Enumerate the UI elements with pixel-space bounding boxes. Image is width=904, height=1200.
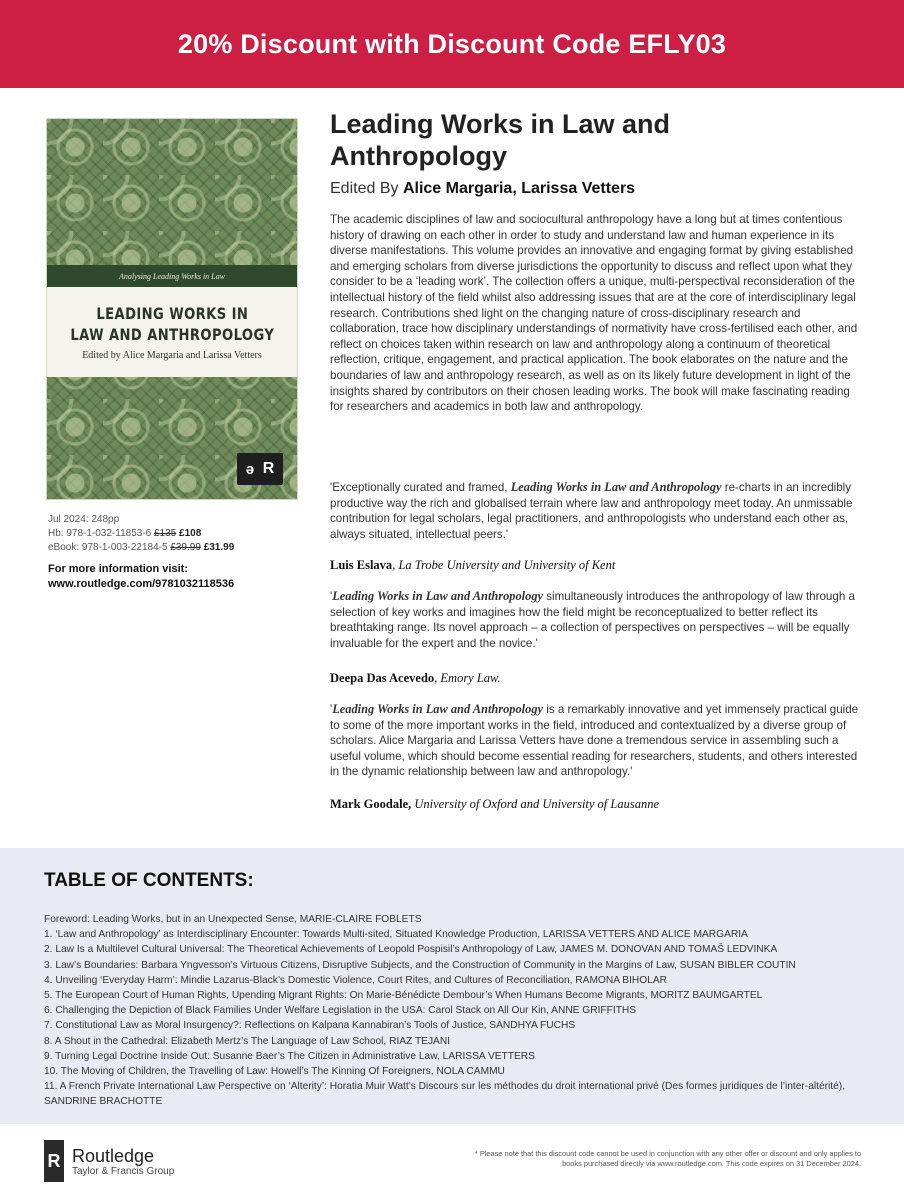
toc-list <box>44 912 870 1110</box>
review-quote-2 <box>330 589 866 651</box>
review-1-text: re-charts in an incredibly productive way the rich and globalised terrain where law and anthropology meet today. An unmissable contribution for legal scholars, legal practitioners, and anthropologists who understand each other as, always situated, intellectual peers.' <box>330 481 853 541</box>
cover-title <box>70 303 274 345</box>
toc-item: 2. Law Is a Multilevel Cultural Universal: The Theoretical Achievements of Leopold Pospisil’s Anthropology of Law, JAMES M. DONOVAN AND TOMAŠ LEDVINKA <box>44 944 778 956</box>
hardback-new-price: £108 <box>179 528 202 539</box>
open-access-routledge-logo <box>237 453 283 485</box>
toc-item: 6. Challenging the Depiction of Black Families Under Welfare Legislation in the USA: Carol Stack on All Our Kin, ANNE GRIFFITHS <box>44 1005 637 1017</box>
review-3-affiliation: University of Oxford and University of Lausanne <box>411 797 660 811</box>
review-1-author: Luis Eslava <box>330 558 393 572</box>
review-1-pre: 'Exceptionally curated and framed, <box>330 481 511 494</box>
hardback-isbn: Hb: 978-1-032-11853-6 <box>48 528 152 539</box>
review-2-affiliation: , Emory Law. <box>434 671 501 685</box>
review-2-author: Deepa Das Acevedo <box>330 671 435 685</box>
toc-item: 7. Constitutional Law as Moral Insurgency?: Reflections on Kalpana Kannabiran’s Tools of Justice, SANDHYA FUCHS <box>44 1020 576 1032</box>
review-1-attribution <box>330 558 870 573</box>
review-3-text: is a remarkably innovative and yet immensely practical guide to some of the more important works in the field, introduced and contextualized by a diverse group of scholars. Alice Margaria and Larissa Vetters have done a tremendous service in assembling such a useful volume, which should become essential reading for researchers, students, and others interested in the dynamic relationship between law and anthropology.' <box>330 703 859 779</box>
edited-by-line <box>330 180 635 198</box>
review-2-text: simultaneously introduces the anthropology of law through a selection of key works and imagines how the field might be reconceptualized to better reflect its breathtaking range. Its novel approach – a collection of perspectives on perspectives – will be equally invaluable for the expert and the novice.' <box>330 590 855 650</box>
cover-title-line1: LEADING WORKS IN <box>96 304 248 323</box>
cover-editors: Edited by Alice Margaria and Larissa Vetters <box>82 350 262 361</box>
ebook-new-price: £31.99 <box>203 542 235 553</box>
ebook-isbn: eBook: 978-1-003-22184-5 <box>48 542 168 553</box>
ebook-old-price: £39.99 <box>170 542 201 553</box>
routledge-logo <box>44 1140 174 1182</box>
toc-item: 11. A French Private International Law Perspective on ‘Alterity’: Horatia Muir Watt’s Discours sur les méthodes du droit international privé (Des formes juridiques de l’inter-altérité), SANDRINE BRACHOTTE <box>44 1081 846 1108</box>
cover-title-line2: LAW AND ANTHROPOLOGY <box>70 325 274 344</box>
toc-item: 9. Turning Legal Doctrine Inside Out: Susanne Baer’s The Citizen in Administrative Law, LARISSA VETTERS <box>44 1050 535 1062</box>
review-3-author: Mark Goodale, <box>330 797 412 811</box>
open-access-icon: ə <box>245 460 255 478</box>
toc-heading: TABLE OF CONTENTS: <box>44 870 254 891</box>
ebook-price-line <box>48 541 308 555</box>
routledge-r-icon: R <box>262 460 275 477</box>
review-quote-1 <box>330 480 866 542</box>
cover-series-text: Analysing Leading Works in Law <box>119 271 225 281</box>
hardback-old-price: £135 <box>154 528 177 539</box>
book-info <box>48 513 308 555</box>
book-cover-image <box>46 118 298 500</box>
hardback-price-line <box>48 527 308 541</box>
review-1-book-title: Leading Works in Law and Anthropology <box>510 480 722 494</box>
review-quote-3 <box>330 702 866 780</box>
book-title-line2: Anthropology <box>330 141 507 171</box>
toc-item: 10. The Moving of Children, the Travelling of Law: Howell’s The Kinning Of Foreigners, NOLA CAMMU <box>44 1066 505 1078</box>
cover-series-band <box>47 265 297 287</box>
more-info-link[interactable]: www.routledge.com/9781032118536 <box>48 578 235 590</box>
routledge-mark-icon: R <box>44 1140 64 1182</box>
book-description: The academic disciplines of law and sociocultural anthropology have a long but at times contentious history of drawing on each other in order to study and understand law and human experience in its diverse manifestations. This volume provides an innovative and engaging format by giving established and emerging scholars from diverse jurisdictions the opportunity to discuss and reflect upon what they consider to be a ‘leading work’. The collection offers a unique, multi-perspectival reconsideration of the intellectual history of the field whilst also addressing issues that are at the core of interdisciplinary legal research. Contributions shed light on the changing nature of cross-disciplinary research and collaboration, trace how disciplinary understandings of normativity have cross-fertilised each other, and reflect on choices taken within research on law and anthropology along a continuum of theoretical reflection, critique, engagement, and practical application. The book elaborates on the nature and the boundaries of law and anthropology research, as well as on its likely future development in light of the insights shared by contributors on their chosen leading works. The book will make fascinating reading for researchers and academics in both law and anthropology. <box>330 213 858 414</box>
review-2-pre: ' <box>330 590 333 603</box>
review-2-attribution <box>330 671 870 686</box>
edited-by-label: Edited By <box>330 180 399 197</box>
routledge-name: Routledge <box>72 1145 155 1166</box>
toc-item: 3. Law’s Boundaries: Barbara Yngvesson’s Virtuous Citizens, Disruptive Subjects, and the Construction of Community in the Margins of Law, SUSAN BIBLER COUTIN <box>44 959 796 971</box>
editor-names: Alice Margaria, Larissa Vetters <box>402 180 636 197</box>
toc-item: 8. A Shout in the Cathedral: Elizabeth Mertz’s The Language of Law School, RIAZ TEJANI <box>44 1035 451 1047</box>
toc-item: Foreword: Leading Works, but in an Unexpected Sense, MARIE-CLAIRE FOBLETS <box>44 914 422 925</box>
book-title <box>330 108 870 172</box>
routledge-brand <box>72 1146 174 1177</box>
toc-item: 4. Unveiling ‘Everyday Harm’: Mindie Lazarus-Black’s Domestic Violence, Court Rites, and Cultures of Reconciliation, RAMONA BIHOLAR <box>44 974 668 986</box>
review-3-pre: ' <box>330 703 333 716</box>
review-2-book-title: Leading Works in Law and Anthropology <box>332 589 544 603</box>
routledge-group: Taylor & Francis Group <box>72 1165 175 1177</box>
discount-banner <box>0 0 904 88</box>
publication-date-pages: Jul 2024: 248pp <box>48 514 120 525</box>
toc-item: 5. The European Court of Human Rights, Upending Migrant Rights: On Marie-Bénédicte Dembour’s When Humans Become Migrants, MORITZ BAUMGARTEL <box>44 990 763 1002</box>
review-1-affiliation: , La Trobe University and University of Kent <box>392 558 616 572</box>
more-info <box>48 562 318 592</box>
book-title-line1: Leading Works in Law and <box>330 109 671 139</box>
review-3-book-title: Leading Works in Law and Anthropology <box>332 702 544 716</box>
discount-footnote: * Please note that this discount code cannot be used in conjunction with any other offer or discount and only applies to books purchased directly via www.routledge.com. This code expires on 31 December 2024. <box>474 1149 861 1168</box>
discount-banner-text: 20% Discount with Discount Code EFLY03 <box>177 28 727 59</box>
more-info-label: For more information visit: <box>48 563 188 575</box>
cover-title-panel <box>47 287 297 377</box>
toc-item: 1. ‘Law and Anthropology’ as Interdisciplinary Encounter: Towards Multi-sited, Situated Knowledge Production, LARISSA VETTERS AND ALICE MARGARIA <box>44 929 748 941</box>
review-3-attribution <box>330 797 870 812</box>
